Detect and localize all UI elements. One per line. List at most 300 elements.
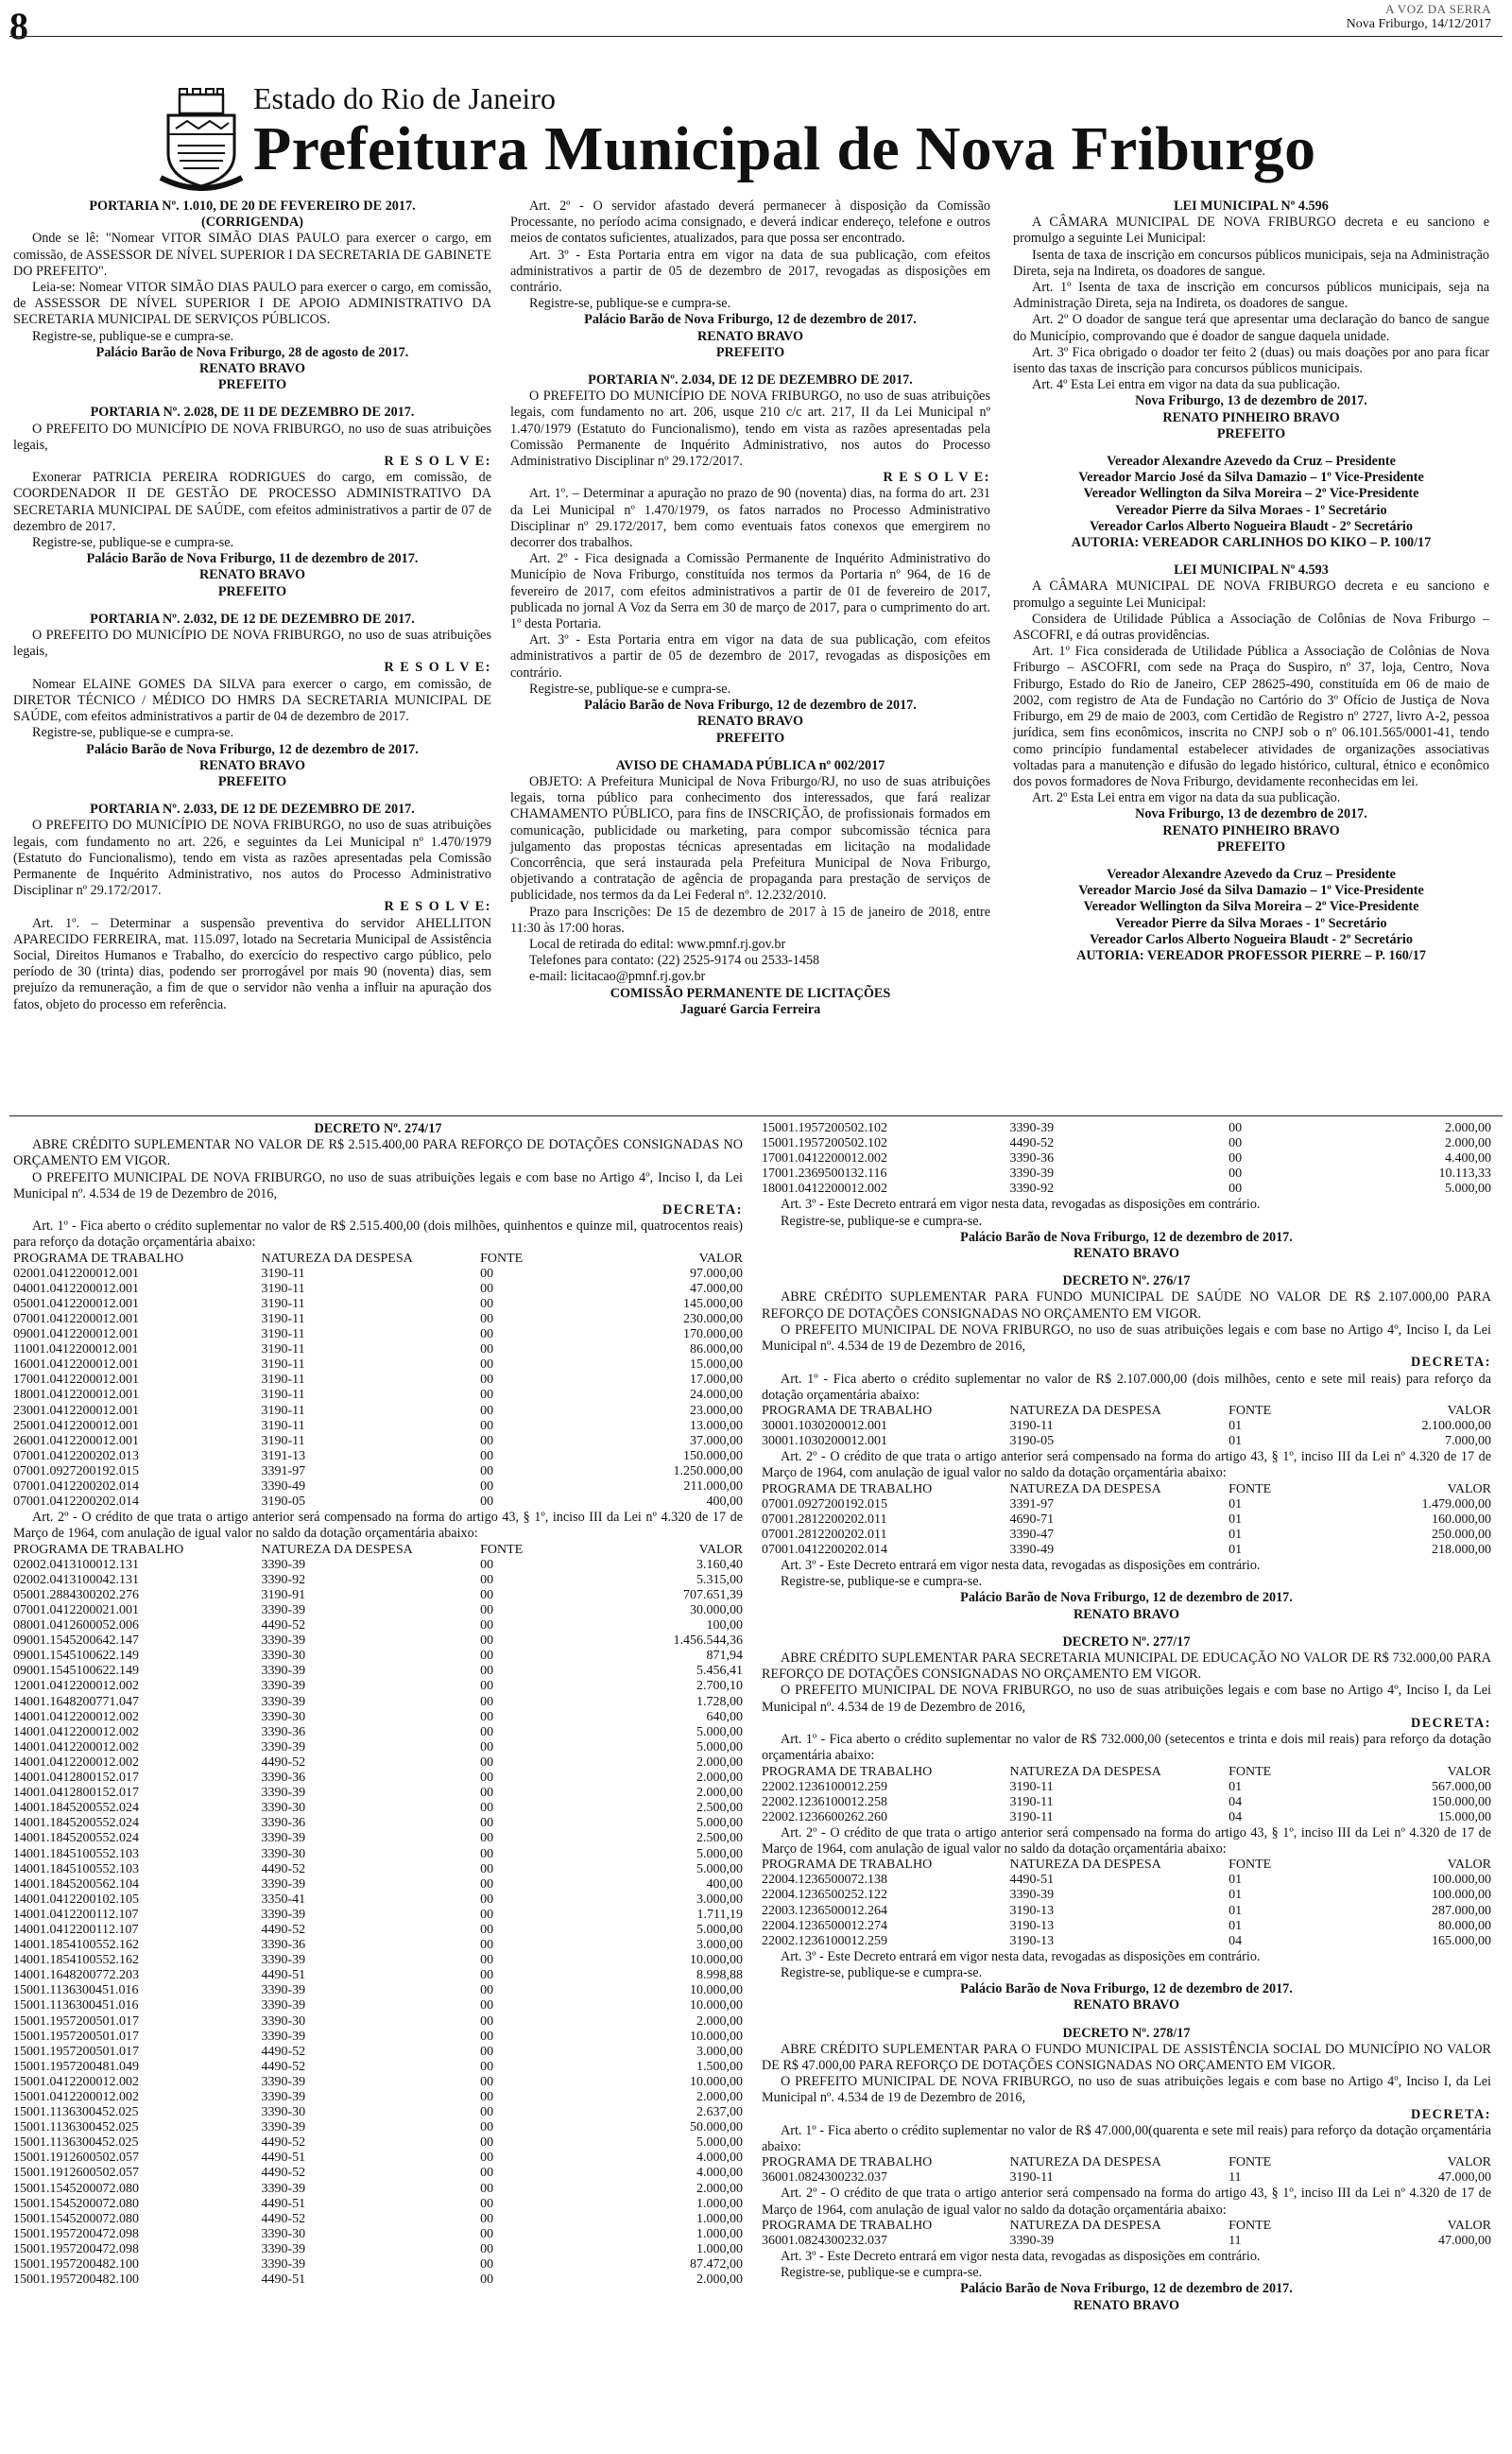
table-cell: 5.000,00	[696, 1861, 743, 1876]
paragraph: Art. 1º - Fica aberto o crédito suplementar no valor de R$ 2.515.400,00 (dois milhões, quinhentos e quinze mil, quatrocentos reais) para reforço da dotação orçamentária abaixo:	[13, 1218, 743, 1251]
table-row	[13, 1618, 743, 1633]
table-cell: 22003.1236500012.264	[762, 1903, 887, 1918]
table-cell: 00	[480, 2196, 494, 2211]
paragraph: Leia-se: Nomear VITOR SIMÃO DIAS PAULO para exercer o cargo, em comissão, de ASSESSOR DE NÍVEL SUPERIOR I DE APOIO ADMINISTRATIVO DA SECRETARIA MUNICIPAL DE SERVIÇOS PÚBLICOS.	[13, 280, 491, 328]
table-row	[13, 1740, 743, 1755]
table-row	[762, 1934, 1491, 1949]
authorship-line: AUTORIA: VEREADOR CARLINHOS DO KIKO – P. 100/17	[1071, 535, 1432, 551]
table-row	[13, 2273, 743, 2288]
table-cell: 09001.1545100622.149	[13, 1649, 139, 1664]
table-cell: 3390-47	[1009, 1527, 1055, 1542]
paragraph: O PREFEITO DO MUNICÍPIO DE NOVA FRIBURGO, no uso de suas atribuições legais, com fundamento no art. 226, e seguintes da Lei Municipal nº 1.470/1979 (Estatuto do Funcionalismo), tendo em vista as razões apresentadas pela Comissão Permanente de Inquérito Administrativo, nos autos do Processo Administrativo Disciplinar nº 29.172/2017.	[13, 818, 491, 899]
decreta-label: DECRETA:	[1410, 1355, 1491, 1371]
table-row	[13, 2075, 743, 2090]
city-seal-icon	[159, 87, 244, 191]
paragraph: Art. 1º. – Determinar a apuração no prazo de 90 (noventa) dias, na forma do art. 231 da Lei Municipal nº 1.470/1979, os fatos narrados no Processo Administrativo Disciplinar nº 29.172/2017, bem como eventuais fatos conexos que emergirem no decorrer dos trabalhos.	[510, 486, 990, 551]
paragraph: Registre-se, publique-se e cumpra-se.	[529, 296, 731, 312]
table-cell: 15001.1957200501.017	[13, 2029, 139, 2044]
paragraph: Registre-se, publique-se e cumpra-se.	[781, 1574, 983, 1590]
bottom-right-column	[762, 1121, 1491, 2314]
paragraph: Art. 2º Esta Lei entra em vigor na data da sua publicação.	[1032, 790, 1341, 806]
table-cell: 400,00	[706, 1876, 743, 1892]
table-cell: 15001.1136300452.025	[13, 2105, 139, 2120]
table-cell: 3390-36	[261, 1724, 306, 1739]
table-cell: 00	[480, 1907, 494, 1922]
table-cell: 3390-39	[261, 2090, 306, 2104]
portaria-2034-title: PORTARIA Nº. 2.034, DE 12 DE DEZEMBRO DE 2017.	[588, 372, 913, 389]
table-cell: 00	[480, 1448, 494, 1463]
table-cell: 14001.1854100552.162	[13, 1938, 139, 1953]
resolve-label: R E S O L V E:	[384, 899, 491, 915]
table-cell: 00	[480, 1983, 494, 1998]
table-cell: 14001.1845100552.103	[13, 1846, 139, 1861]
table-cell: 01	[1228, 1434, 1243, 1449]
table-cell: 3390-39	[261, 1831, 306, 1846]
section-divider	[9, 1115, 1503, 1116]
table-cell: 287.000,00	[1432, 1903, 1491, 1918]
palace-line: Palácio Barão de Nova Friburgo, 12 de dezembro de 2017.	[960, 1981, 1293, 1997]
paragraph: ABRE CRÉDITO SUPLEMENTAR PARA SECRETARIA MUNICIPAL DE EDUCAÇÃO NO VALOR DE R$ 732.000,00 PARA REFORÇO DE DOTAÇÕES CONSIGNADAS NO ORÇAMENTO EM VIGOR.	[762, 1650, 1491, 1683]
table-cell: 11	[1228, 2170, 1242, 2186]
table-cell: 15001.1136300452.025	[13, 2120, 139, 2135]
table-cell: 3191-13	[261, 1448, 306, 1463]
top-rule	[9, 36, 1503, 37]
table-cell: 00	[480, 1357, 494, 1373]
table-row	[13, 2135, 743, 2151]
table-header-cell: VALOR	[1447, 2218, 1491, 2233]
table-cell: 47.000,00	[1438, 2233, 1491, 2248]
table-cell: 00	[480, 2013, 494, 2029]
table-cell: 871,94	[706, 1649, 743, 1664]
table-cell: 14001.0412200012.002	[13, 1724, 139, 1739]
table-row	[762, 1182, 1491, 1197]
table-cell: 2.000,00	[696, 1771, 743, 1786]
paragraph: ABRE CRÉDITO SUPLEMENTAR PARA O FUNDO MUNICIPAL DE ASSISTÊNCIA SOCIAL DO MUNICÍPIO NO VALOR DE R$ 47.000,00 PARA REFORÇO DE DOTAÇÕES CONSIGNADAS NO ORÇAMENTO EM VIGOR.	[762, 2041, 1491, 2074]
councilor-line: Vereador Alexandre Azevedo da Cruz – Presidente	[1107, 866, 1396, 882]
table-cell: 17001.0412200012.002	[762, 1151, 887, 1167]
table-header-cell: PROGRAMA DE TRABALHO	[13, 1251, 184, 1266]
table-cell: 30.000,00	[690, 1603, 743, 1617]
table-cell: 15001.1912600502.057	[13, 2166, 139, 2181]
table-row	[13, 1588, 743, 1603]
paragraph: Art. 3º - Este Decreto entrará em vigor nesta data, revogadas as disposições em contrário.	[781, 1948, 1261, 1964]
table-row	[13, 1573, 743, 1588]
table-cell: 5.000,00	[696, 1724, 743, 1739]
table-cell: 00	[1228, 1182, 1243, 1197]
table-header-cell: NATUREZA DA DESPESA	[261, 1251, 413, 1266]
table-cell: 3390-39	[1009, 1121, 1055, 1135]
table-row	[762, 1121, 1491, 1136]
table-cell: 2.100.000,00	[1421, 1419, 1491, 1433]
table-cell: 15001.1136300452.025	[13, 2135, 139, 2151]
table-cell: 2.000,00	[696, 2090, 743, 2104]
table-cell: 1.000,00	[696, 2241, 743, 2256]
table-row	[762, 1419, 1491, 1434]
paragraph: Exonerar PATRICIA PEREIRA RODRIGUES do cargo, em comissão, de COORDENADOR II DE GESTÃO DE PROCESSO ADMINISTRATIVO DA SECRETARIA MUNICIPAL DE SAÚDE, com efeitos administrativos a partir de 07 de dezembro de 2017.	[13, 470, 491, 534]
table-row	[13, 1419, 743, 1434]
table-cell: 00	[480, 2044, 494, 2059]
table-cell: 707.651,39	[683, 1587, 743, 1602]
signature-name: RENATO BRAVO	[1073, 2297, 1180, 2313]
table-cell: 230.000,00	[683, 1312, 743, 1326]
table-cell: 01	[1228, 1496, 1243, 1512]
table-cell: 1.000,00	[696, 2196, 743, 2211]
table-row	[13, 1801, 743, 1816]
table-cell: 14001.1854100552.162	[13, 1953, 139, 1968]
table-cell: 3390-39	[261, 1679, 306, 1694]
table-cell: 00	[480, 1754, 494, 1770]
table-cell: 22002.1236100012.259	[762, 1933, 887, 1948]
table-cell: 07001.0927200192.015	[13, 1463, 139, 1478]
table-cell: 15001.1957200481.049	[13, 2059, 139, 2074]
table-cell: 2.500,00	[696, 1831, 743, 1846]
table-header-cell: PROGRAMA DE TRABALHO	[762, 1858, 933, 1873]
table-cell: 100.000,00	[1432, 1873, 1491, 1888]
table-cell: 07001.0412200202.014	[13, 1495, 139, 1510]
table-cell: 150.000,00	[683, 1448, 743, 1463]
table-row	[13, 2151, 743, 2166]
table-cell: 00	[480, 1463, 494, 1478]
table-header-row	[762, 2219, 1491, 2234]
table-cell: 00	[480, 1861, 494, 1876]
table-row	[13, 2242, 743, 2257]
table-cell: 04	[1228, 1794, 1243, 1809]
table-cell: 3390-49	[1009, 1542, 1055, 1557]
paragraph: Art. 1º - Fica aberto o crédito suplementar no valor de R$ 47.000,00(quarenta e sete mil reais) para reforço da dotação orçamentária abaixo:	[762, 2122, 1491, 2155]
table-cell: 01	[1228, 1542, 1243, 1557]
table-cell: 14001.0412200012.002	[13, 1709, 139, 1724]
budget-table	[762, 2219, 1491, 2249]
table-cell: 00	[480, 2090, 494, 2104]
table-cell: 3390-39	[261, 2241, 306, 2256]
table-cell: 00	[480, 2135, 494, 2151]
table-cell: 2.000,00	[696, 1754, 743, 1770]
table-row	[13, 2227, 743, 2242]
table-cell: 22004.1236500252.122	[762, 1888, 887, 1903]
table-row	[762, 1497, 1491, 1512]
table-cell: 3190-11	[261, 1373, 305, 1388]
paragraph: Art. 2º O doador de sangue terá que apresentar uma declaração do banco de sangue do Município, comprovando que é doador de sangue daquela unidade.	[1013, 312, 1489, 344]
paragraph: Onde se lê: "Nomear VITOR SIMÃO DIAS PAULO para exercer o cargo, em comissão, de ASSESSOR DE NÍVEL SUPERIOR I DA SECRETARIA DE GABINETE DO PREFEITO".	[13, 231, 491, 279]
table-header-cell: FONTE	[1228, 1481, 1272, 1496]
table-cell: 3390-39	[1009, 2233, 1055, 2248]
table-row	[762, 1904, 1491, 1919]
table-row	[13, 1404, 743, 1419]
budget-table	[762, 1404, 1491, 1449]
table-cell: 3.160,40	[696, 1557, 743, 1572]
signature-name: RENATO BRAVO	[1073, 1606, 1180, 1622]
table-cell: 3390-39	[261, 1907, 306, 1922]
table-header-cell: NATUREZA DA DESPESA	[1009, 1764, 1161, 1779]
table-cell: 00	[480, 1679, 494, 1694]
paragraph: Telefones para contato: (22) 2525-9174 ou 2533-1458	[529, 953, 820, 969]
table-cell: 3190-13	[1009, 1903, 1055, 1918]
signature-role: PREFEITO	[715, 344, 785, 360]
table-row	[762, 1795, 1491, 1810]
table-cell: 01	[1228, 1779, 1243, 1794]
table-cell: 01	[1228, 1419, 1243, 1433]
table-cell: 145.000,00	[683, 1296, 743, 1311]
table-cell: 02002.0413100012.131	[13, 1557, 139, 1572]
signature-role: PREFEITO	[217, 773, 287, 789]
table-cell: 15001.1545200072.080	[13, 2196, 139, 2211]
table-row	[13, 1327, 743, 1342]
table-cell: 00	[480, 1312, 494, 1326]
table-cell: 25001.0412200012.001	[13, 1418, 139, 1433]
table-cell: 09001.0412200012.001	[13, 1327, 139, 1342]
decreto-276-title: DECRETO Nº. 276/17	[1062, 1273, 1191, 1289]
table-cell: 07001.0412200202.013	[13, 1448, 139, 1463]
table-cell: 165.000,00	[1432, 1933, 1491, 1948]
table-cell: 5.000,00	[1445, 1182, 1491, 1197]
table-cell: 3390-30	[261, 1801, 306, 1816]
portaria-2028-title: PORTARIA Nº. 2.028, DE 11 DE DEZEMBRO DE 2017.	[90, 405, 415, 421]
paragraph: Art. 2º - O crédito de que trata o artigo anterior será compensado na forma do artigo 43, § 1º, inciso III da Lei nº 4.320 de 17 de Março de 1964, com anulação de igual valor no saldo da dotação orçamentária abaixo:	[762, 2186, 1491, 2218]
table-row	[13, 2120, 743, 2135]
table-cell: 97.000,00	[690, 1266, 743, 1281]
table-cell: 3190-13	[1009, 1918, 1055, 1933]
page-number: 8	[9, 5, 28, 47]
paragraph: Registre-se, publique-se e cumpra-se.	[529, 681, 731, 697]
table-row	[762, 1888, 1491, 1903]
paragraph: Art. 3º - Esta Portaria entra em vigor na data de sua publicação, com efeitos administrativos a partir de 05 de dezembro de 2017, revogadas as disposições em contrário.	[510, 247, 990, 296]
table-header-cell: VALOR	[698, 1251, 743, 1266]
table-header-cell: PROGRAMA DE TRABALHO	[13, 1542, 184, 1557]
table-row	[762, 2170, 1491, 2186]
table-cell: 23.000,00	[690, 1403, 743, 1418]
table-row	[13, 2014, 743, 2030]
table-cell: 50.000,00	[690, 2120, 743, 2135]
table-cell: 22002.1236100012.258	[762, 1794, 887, 1809]
table-cell: 00	[480, 1373, 494, 1388]
table-cell: 00	[480, 1266, 494, 1281]
table-row	[13, 1968, 743, 1983]
table-cell: 15001.1957200472.098	[13, 2241, 139, 2256]
table-cell: 3390-39	[261, 1953, 306, 1968]
budget-table	[762, 2155, 1491, 2186]
table-header-cell: VALOR	[1447, 1481, 1491, 1496]
table-row	[13, 1816, 743, 1831]
table-cell: 3390-92	[1009, 1182, 1055, 1197]
resolve-label: R E S O L V E:	[384, 454, 491, 470]
table-cell: 3390-39	[261, 2257, 306, 2273]
table-header-cell: NATUREZA DA DESPESA	[1009, 1858, 1161, 1873]
table-cell: 15001.1912600502.057	[13, 2151, 139, 2166]
councilor-line: Vereador Marcio José da Silva Damazio – 1º Vice-Presidente	[1078, 883, 1424, 899]
table-cell: 4490-52	[261, 1861, 306, 1876]
table-cell: 14001.1845200562.104	[13, 1876, 139, 1892]
lei-4593-title: LEI MUNICIPAL Nº 4.593	[1174, 562, 1329, 579]
signature-role: PREFEITO	[217, 377, 287, 393]
table-row	[13, 2257, 743, 2273]
paragraph: Art. 1º Isenta de taxa de inscrição em concursos públicos municipais, seja na Administração Direta, seja na Indireta, os doadores de sangue.	[1013, 280, 1489, 312]
table-cell: 3390-39	[261, 1876, 306, 1892]
table-cell: 5.315,00	[696, 1572, 743, 1587]
table-cell: 00	[480, 1418, 494, 1433]
table-cell: 400,00	[706, 1495, 743, 1510]
paragraph: O PREFEITO DO MUNICÍPIO DE NOVA FRIBURGO, no uso de suas atribuições legais,	[13, 421, 491, 453]
table-cell: 10.000,00	[690, 1998, 743, 2013]
palace-line: Palácio Barão de Nova Friburgo, 12 de dezembro de 2017.	[584, 698, 917, 714]
table-cell: 3390-30	[261, 1846, 306, 1861]
budget-table	[13, 1543, 743, 2289]
table-cell: 00	[480, 1968, 494, 1983]
table-cell: 18001.0412200012.001	[13, 1388, 139, 1403]
table-cell: 3390-39	[261, 1739, 306, 1754]
table-cell: 22004.1236500072.138	[762, 1873, 887, 1888]
table-cell: 00	[480, 1816, 494, 1831]
table-row	[13, 1649, 743, 1664]
signature-name: RENATO BRAVO	[198, 757, 306, 773]
table-cell: 3391-97	[1009, 1496, 1055, 1512]
table-cell: 15001.0412200012.002	[13, 2090, 139, 2104]
table-row	[13, 1449, 743, 1464]
table-row	[13, 1464, 743, 1479]
palace-line: Palácio Barão de Nova Friburgo, 11 de dezembro de 2017.	[86, 551, 419, 567]
table-cell: 3190-05	[261, 1495, 306, 1510]
table-cell: 00	[480, 1831, 494, 1846]
table-cell: 3390-36	[261, 1938, 306, 1953]
table-cell: 14001.0412200012.002	[13, 1739, 139, 1754]
table-cell: 3350-41	[261, 1892, 306, 1907]
paragraph: O PREFEITO MUNICIPAL DE NOVA FRIBURGO, no uso de suas atribuições legais e com base no Artigo 4º, Inciso I, da Lei Municipal nº. 4.534 de 19 de Dezembro de 2016,	[762, 1683, 1491, 1715]
table-cell: 1.000,00	[696, 2226, 743, 2241]
table-cell: 3390-39	[261, 1786, 306, 1801]
table-cell: 01	[1228, 1888, 1243, 1903]
paragraph: Registre-se, publique-se e cumpra-se.	[781, 1965, 983, 1981]
budget-table	[762, 1482, 1491, 1558]
paragraph: Art. 3º Fica obrigado o doador ter feito 2 (duas) ou mais doações por ano para ficar isento das taxas de inscrição para concursos públicos municipais.	[1013, 344, 1489, 377]
table-cell: 00	[480, 1724, 494, 1739]
table-cell: 3390-39	[261, 1998, 306, 2013]
column-2	[510, 199, 990, 1018]
table-cell: 3190-11	[261, 1342, 305, 1357]
table-cell: 24.000,00	[690, 1388, 743, 1403]
palace-line: Palácio Barão de Nova Friburgo, 12 de dezembro de 2017.	[960, 2281, 1293, 2297]
table-cell: 00	[480, 1572, 494, 1587]
table-cell: 00	[480, 1892, 494, 1907]
table-cell: 16001.0412200012.001	[13, 1357, 139, 1373]
table-cell: 2.000,00	[1445, 1136, 1491, 1151]
table-cell: 3190-11	[1009, 2170, 1054, 2186]
decreto-278-title: DECRETO Nº. 278/17	[1062, 2025, 1191, 2041]
table-cell: 3.000,00	[696, 2044, 743, 2059]
table-cell: 4490-51	[261, 2196, 306, 2211]
decreta-label: DECRETA:	[662, 1202, 743, 1218]
table-cell: 14001.1845100552.103	[13, 1861, 139, 1876]
table-cell: 00	[480, 2105, 494, 2120]
table-cell: 3390-39	[261, 2029, 306, 2044]
table-cell: 00	[480, 1296, 494, 1311]
signature-name: RENATO PINHEIRO BRAVO	[1162, 409, 1340, 425]
table-cell: 00	[480, 1664, 494, 1679]
table-row	[13, 1938, 743, 1953]
table-cell: 100.000,00	[1432, 1888, 1491, 1903]
table-cell: 00	[480, 1495, 494, 1510]
paragraph: Art. 2º - Fica designada a Comissão Permanente de Inquérito Administrativo do Município de Nova Friburgo, constituída nos termos da Portaria nº 964, de 16 de fevereiro de 2017, com efeitos administrativos a partir de 01 de fevereiro de 2017, publicada no jornal A Voz da Serra em 30 de março de 2017, para o cumprimento do art. 1º desta Portaria.	[510, 551, 990, 632]
paragraph: ABRE CRÉDITO SUPLEMENTAR NO VALOR DE R$ 2.515.400,00 PARA REFORÇO DE DOTAÇÕES CONSIGNADAS NO ORÇAMENTO EM VIGOR.	[13, 1137, 743, 1169]
authorship-line: AUTORIA: VEREADOR PROFESSOR PIERRE – P. 160/17	[1076, 947, 1426, 963]
table-cell: 8.998,88	[696, 1968, 743, 1983]
table-cell: 10.000,00	[690, 2074, 743, 2089]
budget-table	[762, 1858, 1491, 1949]
table-row	[762, 1512, 1491, 1528]
table-cell: 15001.1957200502.102	[762, 1121, 887, 1135]
table-cell: 218.000,00	[1432, 1542, 1491, 1557]
table-cell: 17.000,00	[690, 1373, 743, 1388]
table-row	[13, 1282, 743, 1297]
table-cell: 00	[480, 1922, 494, 1937]
table-cell: 00	[480, 1739, 494, 1754]
table-cell: 3390-39	[261, 1664, 306, 1679]
aviso-title: AVISO DE CHAMADA PÚBLICA nº 002/2017	[615, 757, 885, 773]
table-cell: 3190-11	[261, 1433, 305, 1448]
table-cell: 1.479.000,00	[1421, 1496, 1491, 1512]
table-cell: 07001.0412200012.001	[13, 1312, 139, 1326]
table-cell: 01	[1228, 1512, 1243, 1527]
table-row	[13, 1786, 743, 1801]
paragraph: O PREFEITO MUNICIPAL DE NOVA FRIBURGO, no uso de suas atribuições legais e com base no Artigo 4º, Inciso I, da Lei Municipal nº. 4.534 de 19 de Dezembro de 2016,	[762, 2074, 1491, 2106]
table-cell: 640,00	[706, 1709, 743, 1724]
table-cell: 00	[480, 1938, 494, 1953]
table-cell: 00	[480, 1953, 494, 1968]
signature-name: RENATO BRAVO	[198, 567, 306, 583]
table-cell: 18001.0412200012.002	[762, 1182, 887, 1197]
paragraph: Registre-se, publique-se e cumpra-se.	[32, 535, 234, 551]
table-cell: 00	[1228, 1151, 1243, 1167]
table-cell: 00	[480, 1846, 494, 1861]
table-cell: 3390-39	[261, 1603, 306, 1617]
decreta-label: DECRETA:	[1410, 2106, 1491, 2122]
table-cell: 86.000,00	[690, 1342, 743, 1357]
table-row	[13, 1983, 743, 1998]
table-row	[13, 1877, 743, 1892]
table-row	[762, 1528, 1491, 1543]
paragraph: Registre-se, publique-se e cumpra-se.	[32, 725, 234, 741]
portaria-2033-title: PORTARIA Nº. 2.033, DE 12 DE DEZEMBRO DE 2017.	[90, 802, 415, 818]
table-header-cell: PROGRAMA DE TRABALHO	[762, 1403, 933, 1418]
table-cell: 3390-39	[1009, 1888, 1055, 1903]
decreto-274-title: DECRETO Nº. 274/17	[314, 1121, 442, 1136]
signature-name: RENATO BRAVO	[198, 361, 306, 377]
table-row	[13, 1831, 743, 1846]
paragraph: OBJETO: A Prefeitura Municipal de Nova Friburgo/RJ, no uso de suas atribuições legais, torna público para conhecimento dos interessados, que fará realizar CHAMAMENTO PÚBLICO, para fins de INSCRIÇÃO, de profissionais formados em comunicação, publicidade ou marketing, para compor subcomissão técnica para julgamento das propostas técnicas apresentadas em licitação na modalidade Concorrência, que será instaurada pela Prefeitura Municipal de Nova Friburgo, objetivando a contratação de agência de propaganda para prestação de serviços de publicidade, nos termos da da Lei Federal nº. 12.232/2010.	[510, 773, 990, 904]
table-cell: 5.000,00	[696, 2135, 743, 2151]
table-cell: 3390-30	[261, 1709, 306, 1724]
councilor-line: Vereador Pierre da Silva Moraes - 1º Secretário	[1115, 502, 1387, 518]
table-header-cell: FONTE	[1228, 2218, 1272, 2233]
councilor-line: Vereador Marcio José da Silva Damazio – 1º Vice-Presidente	[1078, 470, 1424, 486]
paragraph: Registre-se, publique-se e cumpra-se.	[781, 2265, 983, 2281]
table-cell: 150.000,00	[1432, 1794, 1491, 1809]
table-cell: 3390-39	[261, 2074, 306, 2089]
signature-name: RENATO BRAVO	[1073, 1997, 1180, 2013]
table-cell: 4490-52	[261, 1922, 306, 1937]
table-cell: 08001.0412600052.006	[13, 1618, 139, 1633]
table-row	[13, 2105, 743, 2120]
table-cell: 07001.2812200202.011	[762, 1527, 887, 1542]
table-header-cell: PROGRAMA DE TRABALHO	[762, 2155, 933, 2170]
signature-name: Jaguaré Garcia Ferreira	[679, 1001, 821, 1017]
portaria-1010-title: PORTARIA Nº. 1.010, DE 20 DE FEVEREIRO DE 2017.	[89, 199, 416, 214]
table-cell: 3190-91	[261, 1587, 306, 1602]
table-cell: 5.000,00	[696, 1846, 743, 1861]
table-cell: 22002.1236600262.260	[762, 1809, 887, 1824]
table-cell: 3190-11	[1009, 1419, 1054, 1433]
table-cell: 4490-52	[261, 2135, 306, 2151]
table-row	[762, 1136, 1491, 1151]
table-cell: 00	[480, 2151, 494, 2166]
